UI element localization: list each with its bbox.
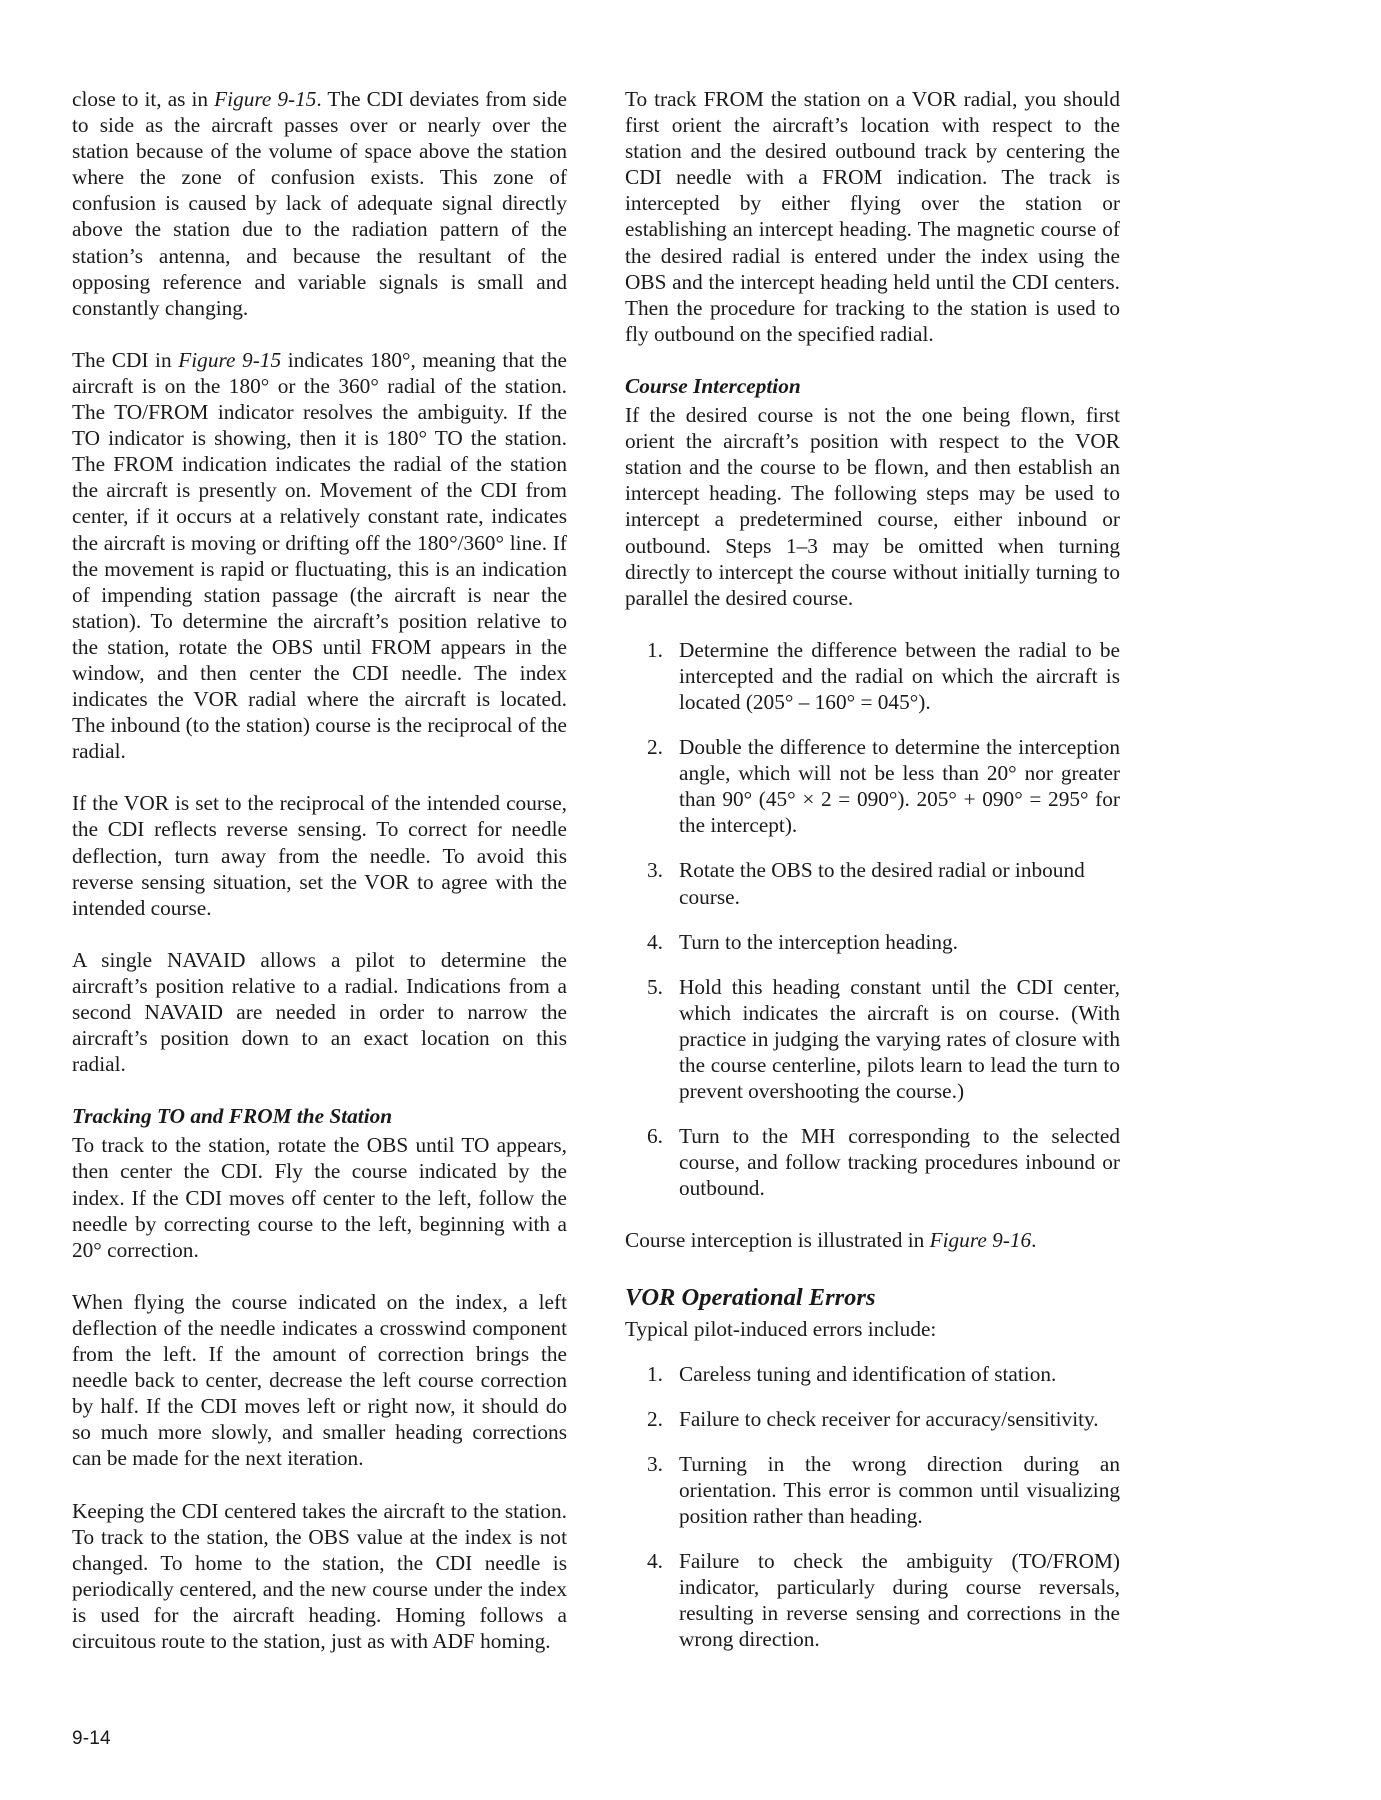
list-item-number: 2. bbox=[647, 735, 663, 760]
paragraph-left-6: When flying the course indicated on the index, a left deflection of the needle indicates a crosswind component from the left. If the amount of correction brings the needle back to center, decrease the left course correction by half. If the CDI moves left or right now, it should do so much more slowly, and smaller heading corrections can be made for the next iteration. bbox=[72, 1289, 567, 1471]
list-item-text: Careless tuning and identification of station. bbox=[679, 1361, 1057, 1386]
list-item-number: 3. bbox=[647, 1451, 663, 1476]
list-item bbox=[625, 637, 1120, 715]
list-item-text: Turning in the wrong direction during an orientation. This error is common until visualizing position rather than heading. bbox=[679, 1451, 1120, 1529]
list-item-number: 6. bbox=[647, 1124, 663, 1149]
left-column bbox=[72, 86, 567, 1680]
list-item-number: 1. bbox=[647, 1361, 663, 1386]
list-item bbox=[625, 974, 1120, 1104]
list-item bbox=[625, 1361, 1120, 1387]
subheading-course-interception: Course Interception bbox=[625, 373, 801, 398]
figure-reference: Figure 9-16 bbox=[929, 1228, 1032, 1253]
two-column-body bbox=[72, 86, 1309, 1653]
paragraph-right-2: If the desired course is not the one being flown, first orient the aircraft’s position with respect to the VOR station and the course to be flown, and then establish an intercept heading. The following steps may be used to intercept a predetermined course, either inbound or outbound. Steps 1–3 may be omitted when turning directly to intercept the course without initially turning to parallel the desired course. bbox=[625, 403, 1120, 610]
paragraph-left-7: Keeping the CDI centered takes the aircraft to the station. To track to the station, the OBS value at the index is not changed. To home to the station, the CDI needle is periodically centered, and the new course under the index is used for the aircraft heading. Homing follows a circuitous route to the station, just as with ADF homing. bbox=[72, 1498, 567, 1653]
text-run: The CDI in bbox=[72, 347, 179, 372]
paragraph-left-3: If the VOR is set to the reciprocal of the intended course, the CDI reflects reverse sensing. To correct for needle deflection, turn away from the needle. To avoid this reverse sensing situation, set the VOR to agree with the intended course. bbox=[72, 791, 567, 920]
paragraph-left-2 bbox=[72, 347, 567, 765]
paragraph-left-4: A single NAVAID allows a pilot to determine the aircraft’s position relative to a radial. Indications from a second NAVAID are needed in order to narrow the aircraft’s position down to an exact location on this radial. bbox=[72, 947, 567, 1077]
spacer bbox=[625, 1201, 1120, 1227]
operational-errors-list bbox=[625, 1361, 1120, 1653]
list-item-number: 4. bbox=[647, 1549, 663, 1574]
list-item-text: Rotate the OBS to the desired radial or inbound course. bbox=[679, 858, 1085, 909]
list-item bbox=[625, 857, 1120, 909]
list-item-text: Double the difference to determine the interception angle, which will not be less than 20° nor greater than 90° (45° × 2 = 090°). 205° + 090° = 295° for the intercept). bbox=[679, 735, 1120, 838]
right-column bbox=[625, 86, 1120, 1653]
heading-vor-operational-errors: VOR Operational Errors bbox=[625, 1283, 876, 1311]
list-item-number: 5. bbox=[647, 974, 663, 999]
figure-reference: Figure 9-15 bbox=[178, 347, 282, 372]
text-run: Course interception is illustrated in bbox=[625, 1228, 930, 1253]
list-item-number: 2. bbox=[647, 1406, 663, 1431]
text-run: . bbox=[1031, 1228, 1037, 1253]
list-item-text: Turn to the interception heading. bbox=[679, 929, 958, 954]
paragraph-errors-lead-in: Typical pilot-induced errors include: bbox=[625, 1316, 937, 1341]
figure-reference: Figure 9-15 bbox=[214, 87, 317, 111]
list-item-text: Determine the difference between the radial to be intercepted and the radial on which the aircraft is located (205° – 160° = 045°). bbox=[679, 637, 1120, 714]
paragraph-right-3 bbox=[625, 1227, 1120, 1253]
text-run: . The CDI deviates from side to side as the aircraft passes over or nearly over the station because of the volume of space above the station where the zone of confusion exists. This zone of confusion is caused by lack of adequate signal directly above the station due to the radiation pattern of the station’s antenna, and because the resultant of the opposing reference and variable signals is small and constantly changing. bbox=[72, 87, 567, 320]
list-item-number: 1. bbox=[647, 637, 663, 662]
text-run: close to it, as in bbox=[72, 87, 215, 111]
text-run: indicates 180°, meaning that the aircraft is on the 180° or the 360° radial of the station. The TO/FROM indicator resolves the ambiguity. If the TO indicator is showing, then it is 180° TO the station. The FROM indication indicates the radial of the station the aircraft is presently on. Movement of the CDI from center, if it occurs at a relatively constant rate, indicates the aircraft is moving or drifting off the 180°/360° line. If the movement is rapid or fluctuating, this is an indication of impending station passage (the aircraft is near the station). To determine the aircraft’s position relative to the station, rotate the OBS until FROM appears in the window, and then center the CDI needle. The index indicates the VOR radial where the aircraft is located. The inbound (to the station) course is the reciprocal of the radial. bbox=[72, 347, 567, 764]
subheading-tracking-to-and-from: Tracking TO and FROM the Station bbox=[72, 1104, 393, 1129]
list-item-text: Turn to the MH corresponding to the selected course, and follow tracking procedures inbound or outbound. bbox=[679, 1124, 1120, 1201]
list-item bbox=[625, 734, 1120, 838]
paragraph-left-5: To track to the station, rotate the OBS until TO appears, then center the CDI. Fly the course indicated by the index. If the CDI moves off center to the left, follow the needle by correcting course to the left, beginning with a 20° correction. bbox=[72, 1133, 567, 1262]
list-item-text: Hold this heading constant until the CDI center, which indicates the aircraft is on course. (With practice in judging the varying rates of closure with the course centerline, pilots learn to lead the turn to prevent overshooting the course.) bbox=[679, 974, 1120, 1104]
paragraph-left-1 bbox=[72, 86, 567, 321]
list-item bbox=[625, 1406, 1120, 1432]
list-item-number: 4. bbox=[647, 929, 663, 954]
paragraph-right-1: To track FROM the station on a VOR radial, you should first orient the aircraft’s location with respect to the station and the desired outbound track by centering the CDI needle with a FROM indication. The track is intercepted by either flying over the station or establishing an intercept heading. The magnetic course of the desired radial is entered under the index using the OBS and the intercept heading held until the CDI centers. Then the procedure for tracking to the station is used to fly outbound on the specified radial. bbox=[625, 87, 1120, 346]
list-item bbox=[625, 1548, 1120, 1652]
list-item-number: 3. bbox=[647, 858, 663, 883]
interception-steps-list bbox=[625, 637, 1120, 1202]
list-item bbox=[625, 929, 1120, 955]
page-number: 9-14 bbox=[72, 1728, 111, 1749]
list-item bbox=[625, 1451, 1120, 1529]
list-item-text: Failure to check the ambiguity (TO/FROM) indicator, particularly during course reversals, resulting in reverse sensing and corrections in the wrong direction. bbox=[679, 1549, 1120, 1652]
list-item-text: Failure to check receiver for accuracy/sensitivity. bbox=[679, 1406, 1099, 1431]
list-item bbox=[625, 1123, 1120, 1201]
